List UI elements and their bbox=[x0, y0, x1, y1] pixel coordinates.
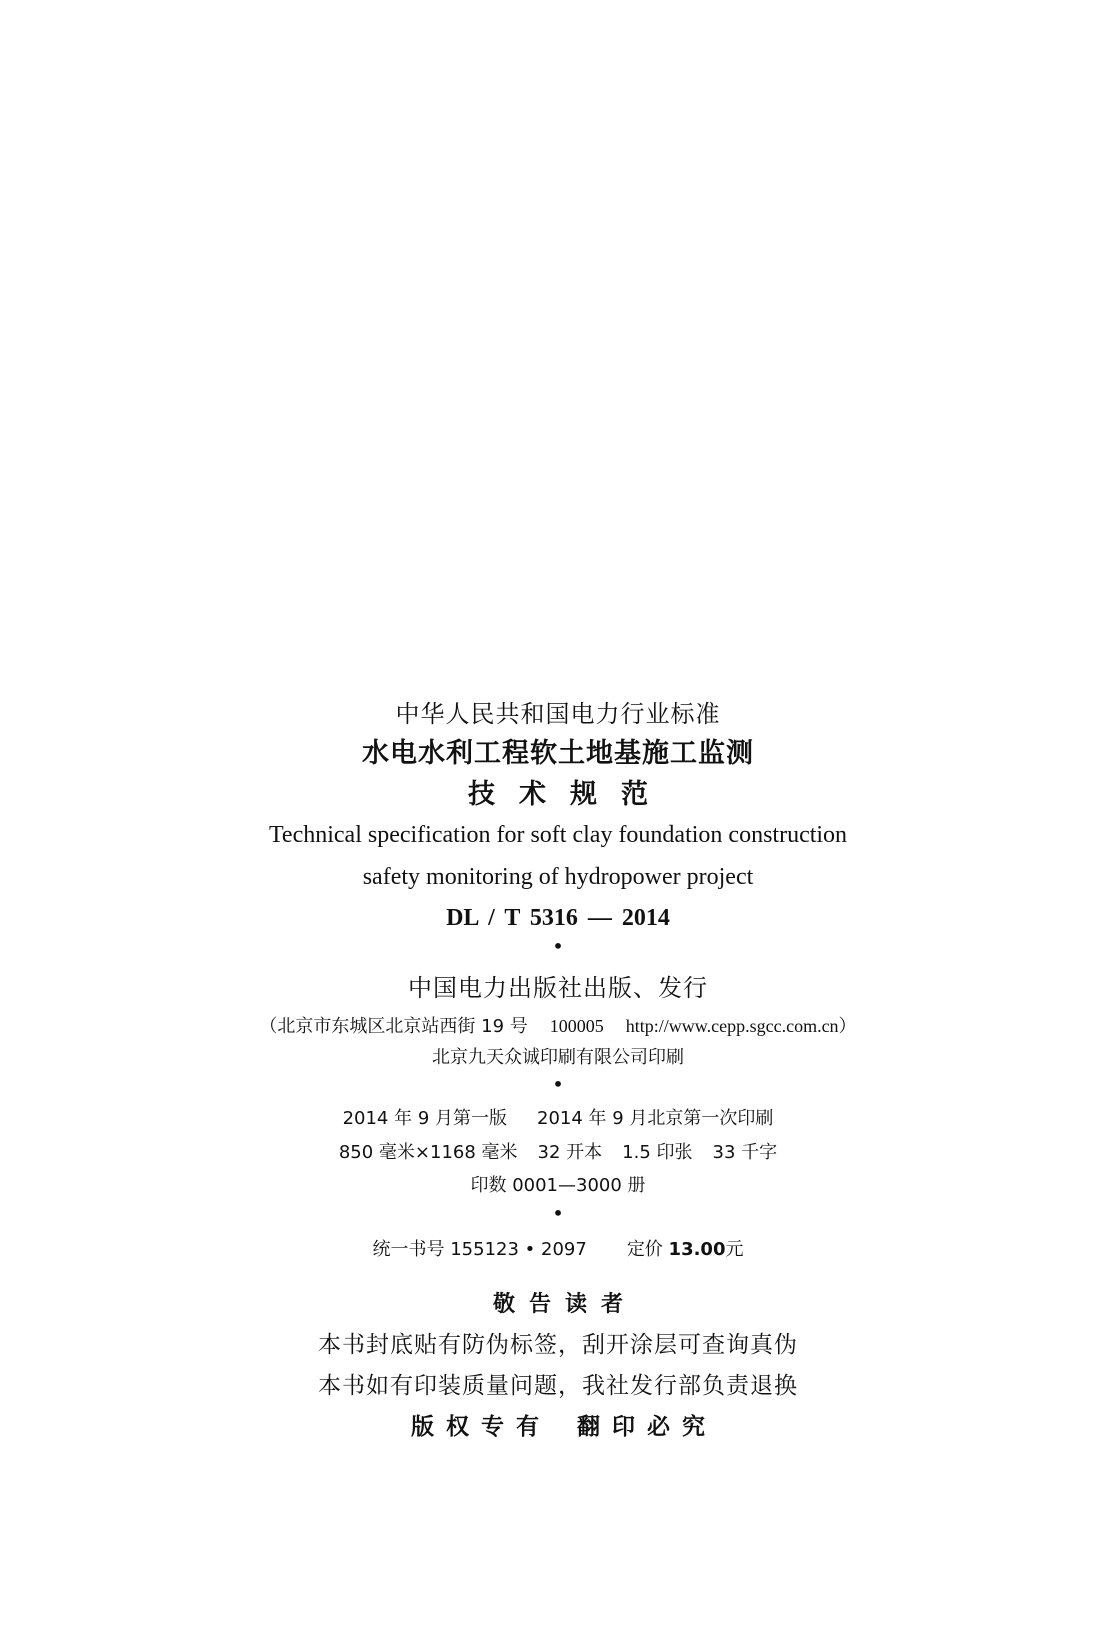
unified-book-number: 统一书号 155123 • 2097 bbox=[372, 1239, 587, 1260]
copyright-reserved: 版权专有 bbox=[411, 1414, 551, 1440]
notice-title: 敬告读者 bbox=[492, 1292, 637, 1317]
address-street: （北京市东城区北京站西街 19 号 bbox=[259, 1016, 528, 1037]
print-run: 印数 0001—3000 册 bbox=[470, 1175, 646, 1196]
print-sheets: 1.5 印张 bbox=[622, 1142, 693, 1163]
copyright-no-reprint: 翻印必究 bbox=[577, 1414, 717, 1440]
title-en-line2: safety monitoring of hydropower project bbox=[362, 864, 754, 890]
word-count: 33 千字 bbox=[712, 1142, 778, 1163]
separator-dot: • bbox=[552, 934, 564, 958]
paper-size: 850 毫米×1168 毫米 bbox=[338, 1142, 518, 1163]
title-cn-sub: 技术规范 bbox=[468, 779, 672, 810]
postal-code: 100005 bbox=[549, 1016, 604, 1036]
format-info bbox=[0, 1144, 1116, 1162]
standard-type: 中华人民共和国电力行业标准 bbox=[395, 700, 721, 728]
edition-first: 2014 年 9 月第一版 bbox=[342, 1108, 507, 1129]
publisher-url: http://www.cepp.sgcc.com.cn） bbox=[625, 1016, 857, 1036]
publisher-address bbox=[0, 1017, 1116, 1036]
publisher: 中国电力出版社出版、发行 bbox=[408, 974, 708, 1002]
edition-info bbox=[0, 1110, 1116, 1128]
printer: 北京九天众诚印刷有限公司印刷 bbox=[432, 1047, 684, 1068]
title-en-line1: Technical specification for soft clay foundation construction bbox=[268, 822, 848, 848]
price-unit: 元 bbox=[725, 1239, 744, 1260]
separator-dot: • bbox=[552, 1201, 564, 1225]
title-cn-main: 水电水利工程软土地基施工监测 bbox=[362, 738, 754, 769]
notice-anti-counterfeit: 本书封底贴有防伪标签，刮开涂层可查询真伪 bbox=[318, 1332, 798, 1358]
book-format: 32 开本 bbox=[537, 1142, 603, 1163]
copyright-notice bbox=[0, 1416, 1116, 1439]
notice-returns: 本书如有印装质量问题，我社发行部负责退换 bbox=[318, 1373, 798, 1399]
separator-dot: • bbox=[552, 1072, 564, 1096]
price-label: 定价 bbox=[626, 1239, 663, 1260]
standard-code: DL / T 5316 — 2014 bbox=[446, 905, 670, 931]
book-number-price bbox=[0, 1241, 1116, 1259]
price-value: 13.00 bbox=[668, 1239, 726, 1260]
edition-print: 2014 年 9 月北京第一次印刷 bbox=[537, 1108, 774, 1129]
